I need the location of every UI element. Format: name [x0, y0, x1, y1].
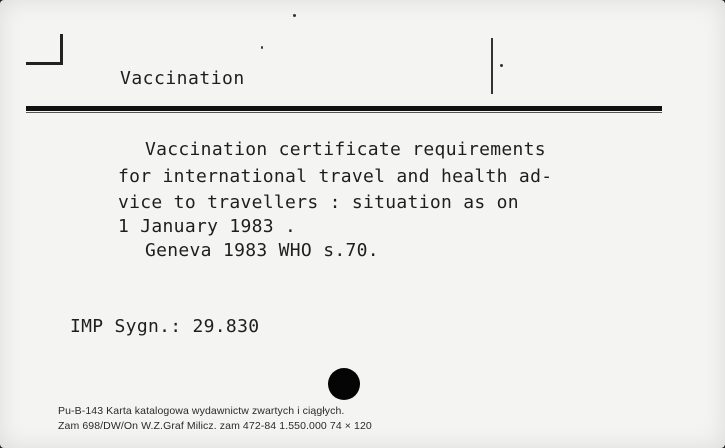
call-number-value: 29.830: [192, 316, 260, 337]
ink-speck: [261, 46, 263, 49]
title-line-4: 1 January 1983 .: [118, 216, 297, 237]
punch-hole: [328, 368, 360, 400]
call-number: [70, 316, 259, 337]
printer-imprint-line-1: Pu-B-143 Karta katalogowa wydawnictw zwartych i ciągłych.: [58, 405, 345, 417]
corner-mark-horizontal: [26, 62, 63, 65]
corner-mark-vertical: [60, 34, 63, 64]
ink-speck: [293, 14, 296, 17]
printer-imprint-line-2: Zam 698/DW/On W.Z.Graf Milicz. zam 472-84 1.550.000 74 × 120: [58, 420, 372, 432]
heading-rule-thin: [26, 112, 662, 113]
heading-rule-thick: [26, 106, 662, 111]
call-number-label: IMP Sygn.:: [70, 316, 182, 337]
title-line-2: for international travel and health ad-: [118, 166, 553, 187]
header-divider-line: [491, 38, 493, 94]
title-line-3: vice to travellers : situation as on: [118, 192, 519, 213]
card-heading: Vaccination: [120, 68, 245, 89]
publication-line: Geneva 1983 WHO s.70.: [145, 240, 379, 261]
ink-speck: [500, 64, 503, 67]
title-line-1: Vaccination certificate requirements: [145, 139, 546, 160]
